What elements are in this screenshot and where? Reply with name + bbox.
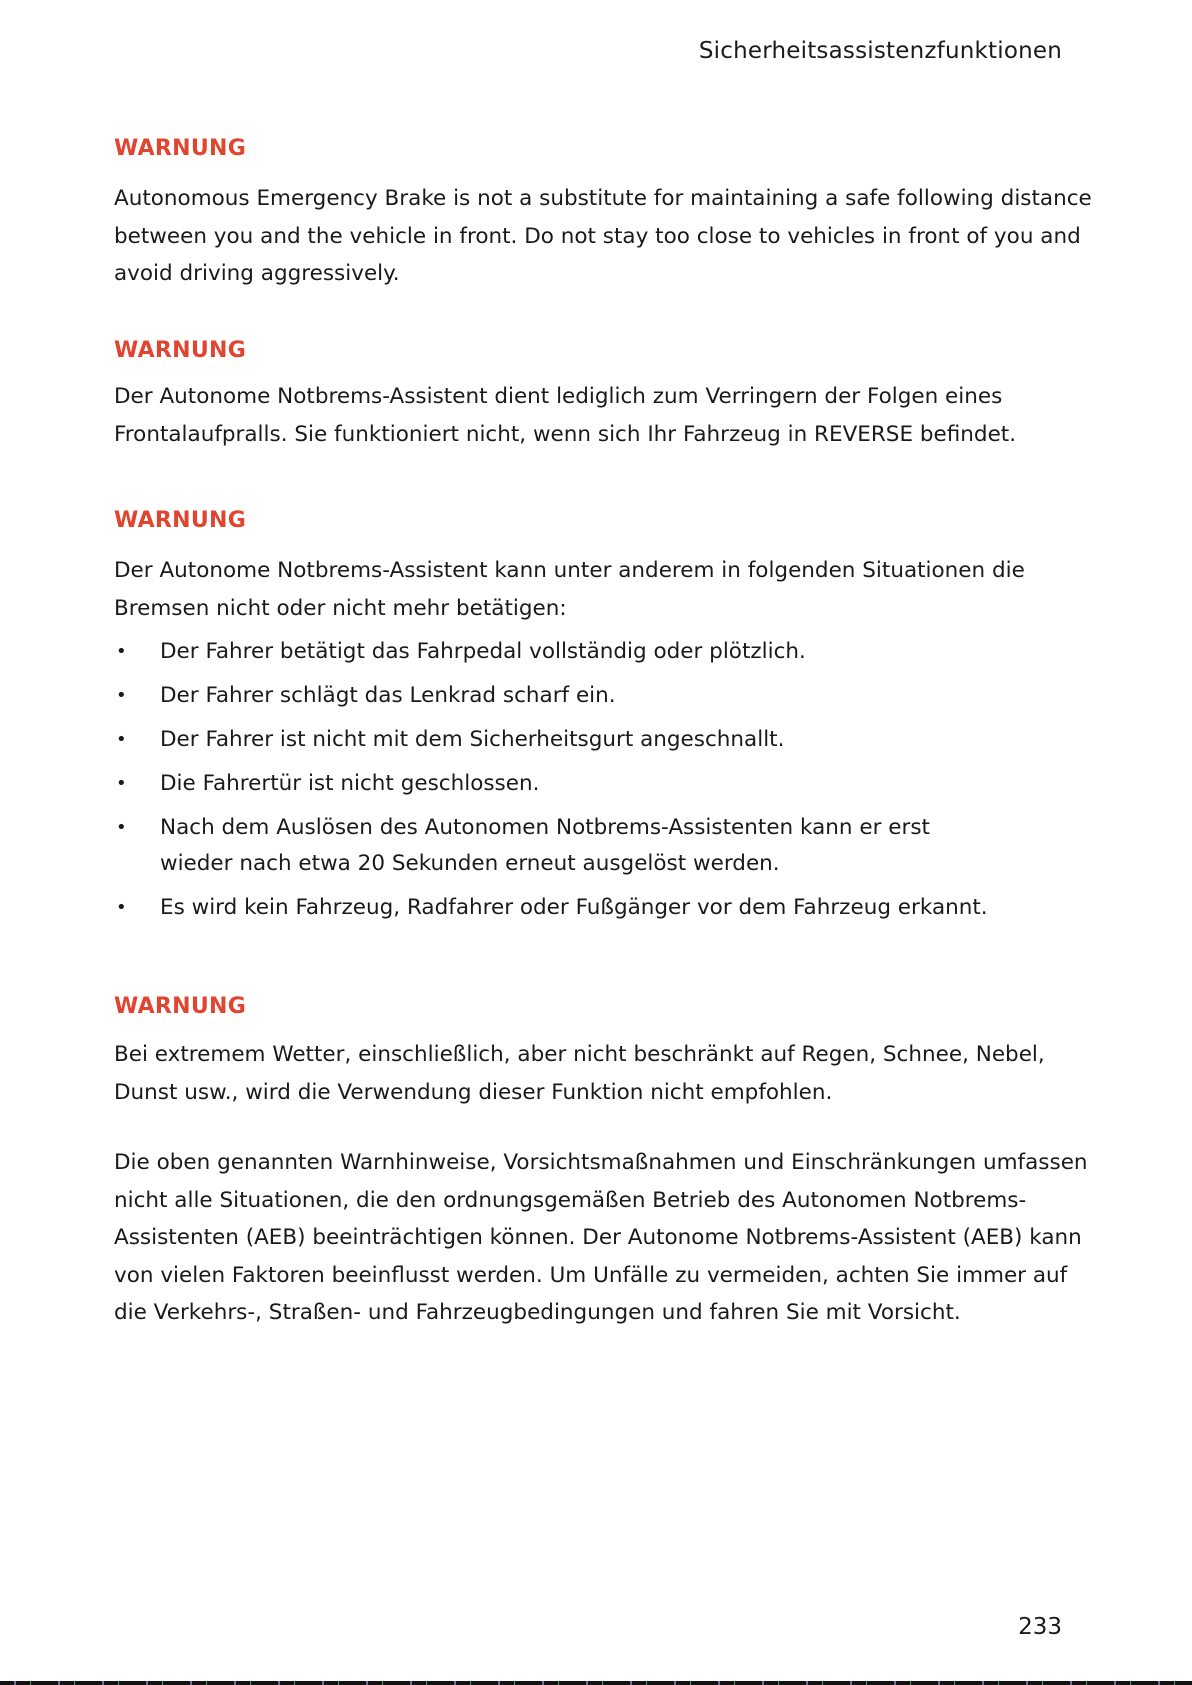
closing-paragraph: Die oben genannten Warnhinweise, Vorsichtsmaßnahmen und Einschränkungen umfassen nicht alle Situationen, die den ordnungsgemäßen Betrieb des Autonomen Notbrems-Assistenten (AEB) beeinträchtigen können. Der Autonome Notbrems-Assistent (AEB) kann von vielen Faktoren beeinflusst werden. Um Unfälle zu vermeiden, achten Sie immer auf die Verkehrs-, Straßen- und Fahrzeugbedingungen und fahren Sie mit Vorsicht. [114,1150,1088,1325]
bullet-icon: • [116,817,127,838]
warning-title-2: WARNUNG [114,338,247,363]
page-number: 233 [1018,1614,1062,1640]
running-header: Sicherheitsassistenzfunktionen [698,38,1062,64]
list-item: • Es wird kein Fahrzeug, Radfahrer oder Fußgänger vor dem Fahrzeug erkannt. [114,890,1094,926]
list-item: • Der Fahrer ist nicht mit dem Sicherheitsgurt angeschnallt. [114,722,1094,758]
bullet-icon: • [116,897,127,918]
warning-text-3: Der Autonome Notbrems-Assistent kann unter anderem in folgenden Situationen die Bremsen nicht oder nicht mehr betätigen: [114,558,1025,621]
warning-text-1: Autonomous Emergency Brake is not a substitute for maintaining a safe following distance between you and the vehicle in front. Do not stay too close to vehicles in front of you and avoid driving aggressively. [114,186,1092,286]
list-item: • Nach dem Auslösen des Autonomen Notbrems-Assistenten kann er erst wieder nach etwa 20 Sekunden erneut ausgelöst werden. [114,810,1094,882]
scan-edge-strip [0,1681,1192,1685]
warning-text-2: Der Autonome Notbrems-Assistent dient lediglich zum Verringern der Folgen eines Frontalaufpralls. Sie funktioniert nicht, wenn sich Ihr Fahrzeug in REVERSE befindet. [114,384,1017,447]
bullet-icon: • [116,773,127,794]
warning-title-4: WARNUNG [114,994,247,1019]
warning-title-1: WARNUNG [114,136,247,161]
bullet-icon: • [116,641,127,662]
list-item: • Die Fahrertür ist nicht geschlossen. [114,766,1094,802]
list-item: • Der Fahrer schlägt das Lenkrad scharf ein. [114,678,1094,714]
warning-title-3: WARNUNG [114,508,247,533]
bullet-icon: • [116,685,127,706]
list-item: • Der Fahrer betätigt das Fahrpedal vollständig oder plötzlich. [114,634,1094,670]
warning-3-bullet-list [114,634,1094,934]
warning-text-4: Bei extremem Wetter, einschließlich, aber nicht beschränkt auf Regen, Schnee, Nebel, Dunst usw., wird die Verwendung dieser Funktion nicht empfohlen. [114,1042,1045,1105]
bullet-icon: • [116,729,127,750]
